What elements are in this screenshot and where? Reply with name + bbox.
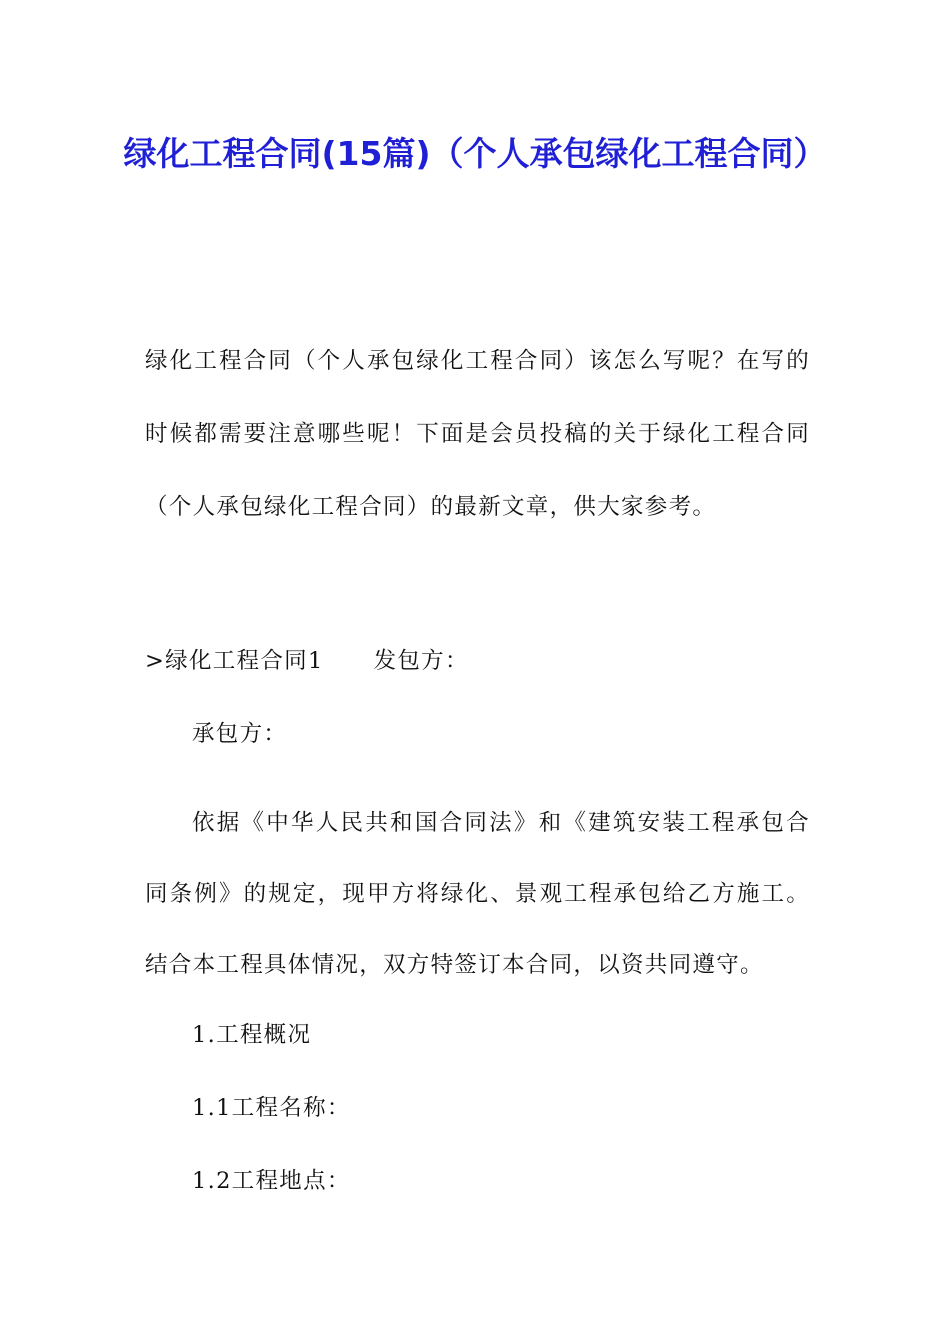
- project-location-label: 1.2工程地点：: [192, 1168, 351, 1194]
- overview-heading: 1.工程概况: [192, 1022, 312, 1048]
- employer-label: 发包方：: [373, 648, 469, 674]
- section-title: >绿化工程合同1: [145, 648, 324, 674]
- intro-paragraph: 绿化工程合同（个人承包绿化工程合同）该怎么写呢？在写的时候都需要注意哪些呢！下面是会员投稿的关于绿化工程合同（个人承包绿化工程合同）的最新文章，供大家参考。: [145, 348, 810, 520]
- contractor-label: 承包方：: [192, 721, 288, 747]
- document-title: 绿化工程合同(15篇)（个人承包绿化工程合同）: [123, 134, 827, 173]
- project-name-label: 1.1工程名称：: [192, 1095, 351, 1121]
- basis-paragraph: 依据《中华人民共和国合同法》和《建筑安装工程承包合同条例》的规定，现甲方将绿化、景观工程承包给乙方施工。结合本工程具体情况，双方特签订本合同，以资共同遵守。: [145, 810, 810, 978]
- section-heading: [145, 643, 469, 675]
